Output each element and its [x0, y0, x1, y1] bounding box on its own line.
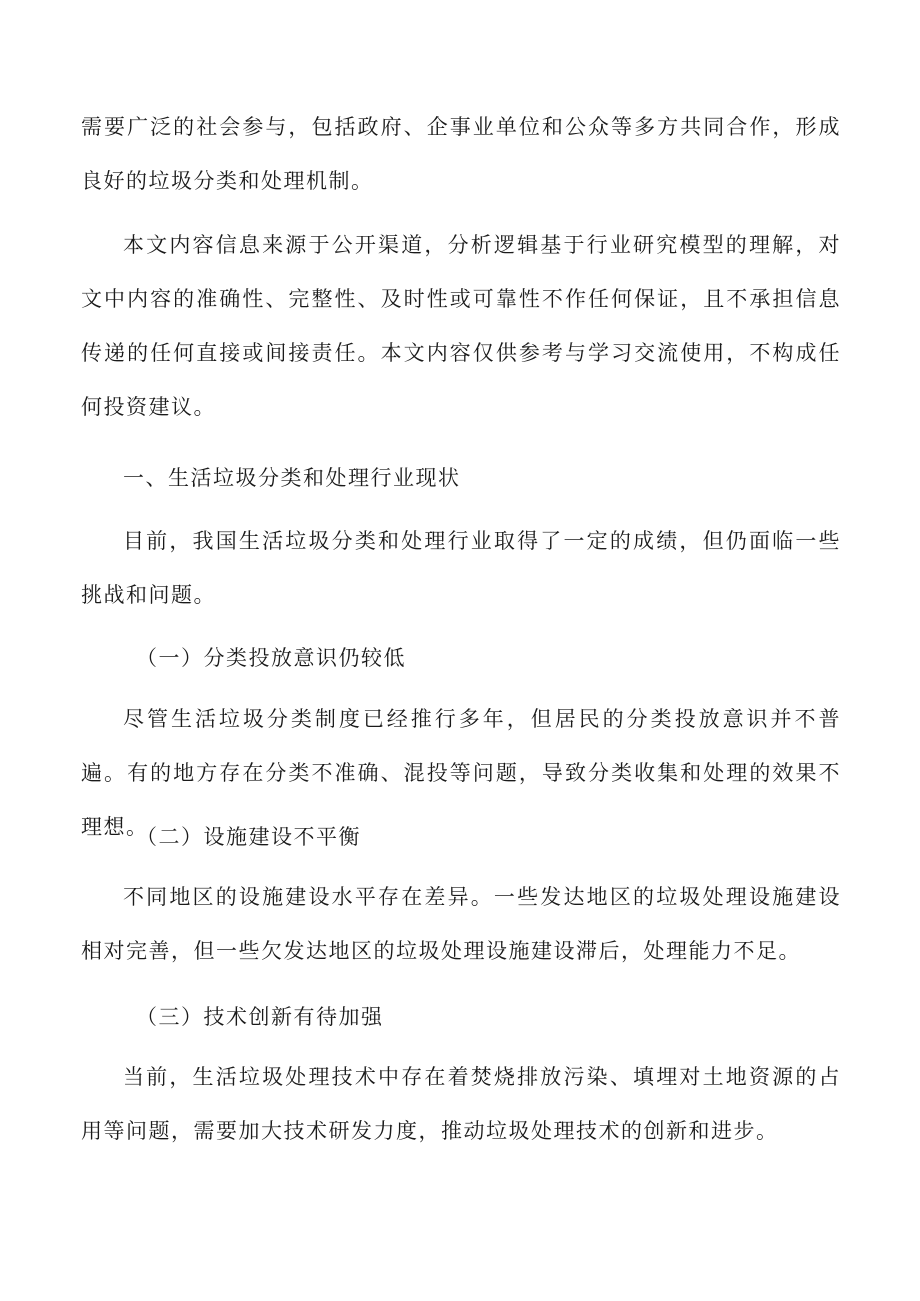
subheading-awareness: （一）分类投放意识仍较低	[136, 646, 406, 670]
paragraph-disclaimer: 本文内容信息来源于公开渠道，分析逻辑基于行业研究模型的理解，对文中内容的准确性、完整性、及时性或可靠性不作任何保证，且不承担信息传递的任何直接或间接责任。本文内容仅供参考与学习交流使用，不构成任何投资建议。	[81, 233, 841, 419]
paragraph-facilities: 不同地区的设施建设水平存在差异。一些发达地区的垃圾处理设施建设相对完善，但一些欠发达地区的垃圾处理设施建设滞后，处理能力不足。	[81, 885, 841, 963]
subheading-facilities: （二）设施建设不平衡	[136, 825, 361, 849]
subheading-technology: （三）技术创新有待加强	[136, 1005, 384, 1029]
paragraph-status-overview: 目前，我国生活垃圾分类和处理行业取得了一定的成绩，但仍面临一些挑战和问题。	[81, 529, 841, 607]
section-heading-industry-status: 一、生活垃圾分类和处理行业现状	[123, 466, 461, 490]
paragraph-intro-continuation: 需要广泛的社会参与，包括政府、企事业单位和公众等多方共同合作，形成良好的垃圾分类和处理机制。	[81, 115, 841, 193]
paragraph-awareness: 尽管生活垃圾分类制度已经推行多年，但居民的分类投放意识并不普遍。有的地方存在分类不准确、混投等问题，导致分类收集和处理的效果不理想。	[81, 707, 841, 839]
paragraph-technology: 当前，生活垃圾处理技术中存在着焚烧排放污染、填埋对土地资源的占用等问题，需要加大技术研发力度，推动垃圾处理技术的创新和进步。	[81, 1065, 841, 1143]
